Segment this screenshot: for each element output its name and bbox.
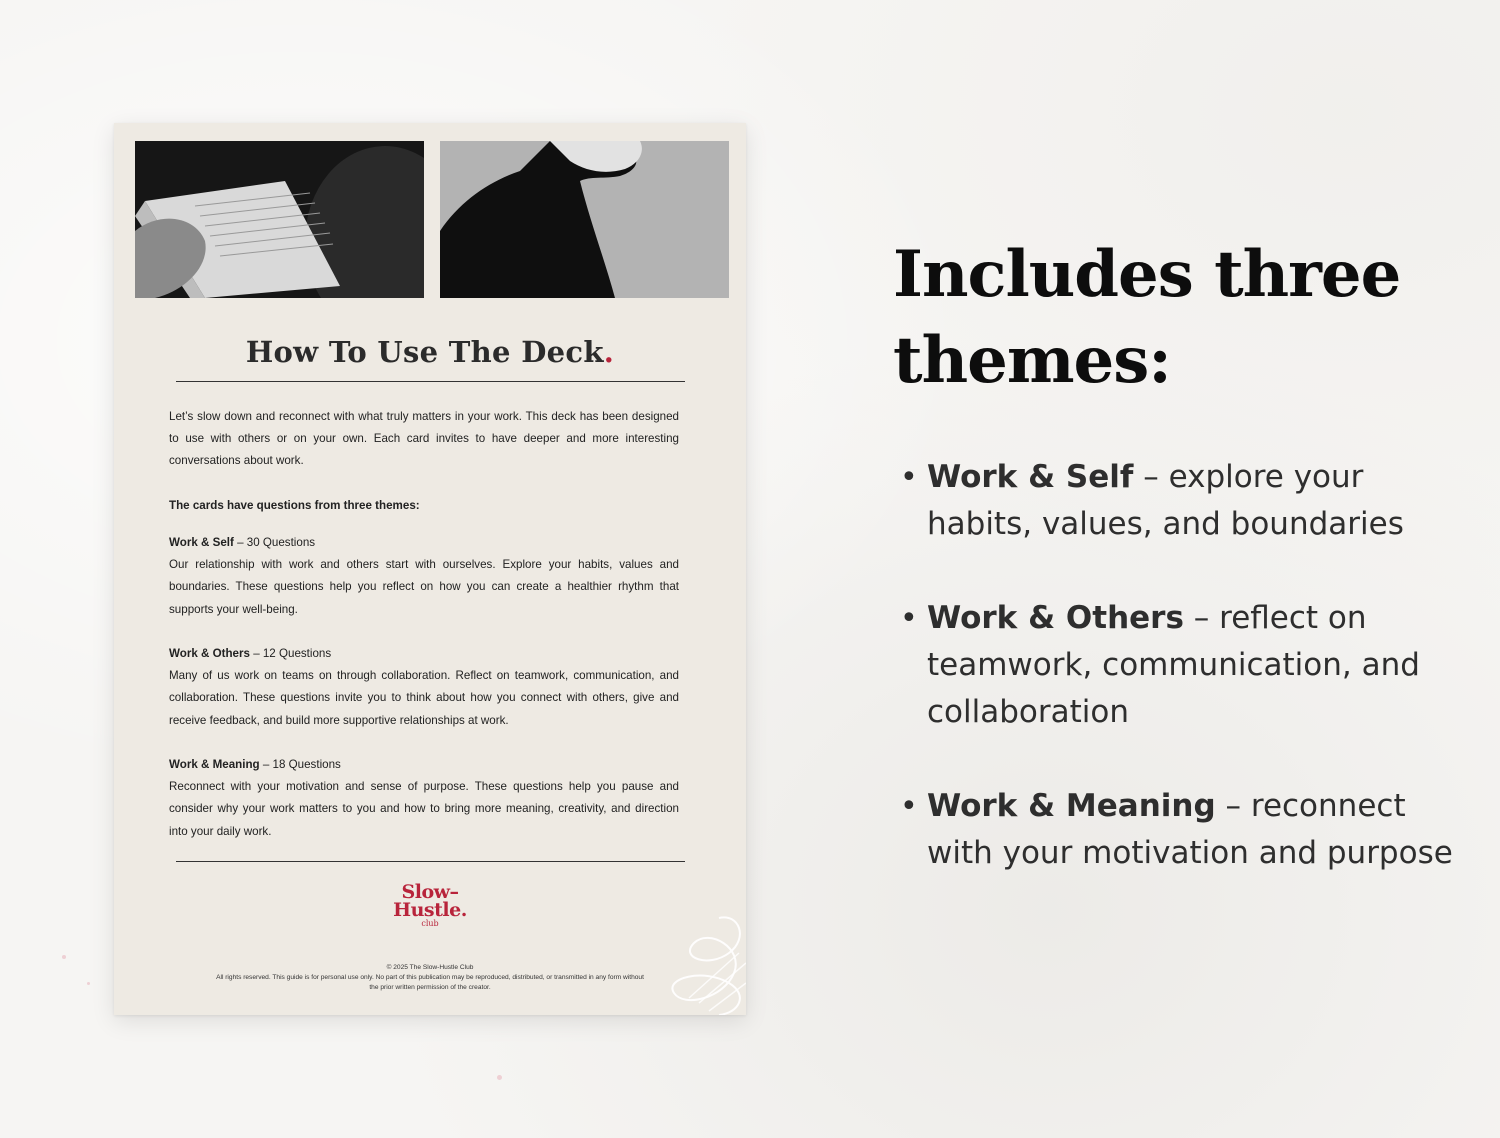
scribble-decoration [659,913,746,1015]
bullet-theme-text: – explore your habits, values, and boundaries [927,459,1404,542]
theme-work-meaning [169,754,679,843]
theme-count: – 18 Questions [259,758,341,771]
theme-description: Our relationship with work and others start with ourselves. Explore your habits, values and boundaries. These questions help you reflect on how you can create a healthier rhythm that supports your well-being. [169,558,679,616]
theme-description: Many of us work on teams on through collaboration. Reflect on teamwork, communication, and collaboration. These questions invite you to think about how you connect with others, give and receive feedback, and build more supportive relationships at work. [169,669,679,727]
theme-count: – 30 Questions [233,536,316,549]
theme-name: Work & Others [169,647,250,660]
logo-line-1: Slow– [401,881,459,903]
slow-hustle-club-logo [114,883,746,929]
bullet-theme-name: Work & Meaning [927,788,1216,824]
theme-count: – 12 Questions [249,647,332,660]
profile-portrait-photo [440,141,729,298]
themes-heading: The cards have questions from three themes: [169,499,420,512]
theme-work-self [169,532,679,621]
guide-page [114,123,746,1015]
reading-book-photo [135,141,424,298]
headline-line-1: Includes three [893,237,1401,312]
paper-speck [497,1075,502,1080]
reading-book-illustration [135,141,424,298]
theme-bullet-list [900,454,1460,877]
paper-speck [87,982,90,985]
bullet-work-others [900,595,1460,736]
bullet-work-self [900,454,1460,548]
page-title: How To Use The Deck. [245,335,615,369]
theme-work-others [169,643,679,732]
theme-name: Work & Meaning [169,758,260,771]
logo-line-3: club [421,919,439,928]
paper-speck [62,955,66,959]
bullet-theme-text: – reconnect with your motivation and purpose [927,788,1453,871]
promo-headline [893,232,1453,404]
profile-portrait-illustration [440,141,729,298]
title-accent-dot: . [603,335,615,369]
logo-line-2: Hustle. [393,899,467,921]
theme-name: Work & Self [169,536,234,549]
bullet-theme-name: Work & Self [927,459,1134,495]
bottom-divider [176,861,685,862]
copyright-line: © 2025 The Slow-Hustle Club [386,964,474,971]
theme-description: Reconnect with your motivation and sense of purpose. These questions help you pause and consider why your work matters to you and how to bring more meaning, creativity, and direction into your daily work. [169,780,679,838]
bullet-theme-text: – reflect on teamwork, communication, and collaboration [927,600,1420,730]
top-divider [176,381,685,382]
bullet-work-meaning [900,783,1460,877]
headline-line-2: themes: [893,323,1171,398]
rights-notice: All rights reserved. This guide is for personal use only. No part of this publication may be reproduced, distributed, or transmitted in any form without the prior written permission of the creator. [216,974,644,991]
intro-paragraph: Let’s slow down and reconnect with what truly matters in your work. This deck has been designed to use with others or on your own. Each card invites to have deeper and more interesting conversations about work. [169,410,679,468]
bullet-theme-name: Work & Others [927,600,1184,636]
copyright-footer [214,963,646,993]
